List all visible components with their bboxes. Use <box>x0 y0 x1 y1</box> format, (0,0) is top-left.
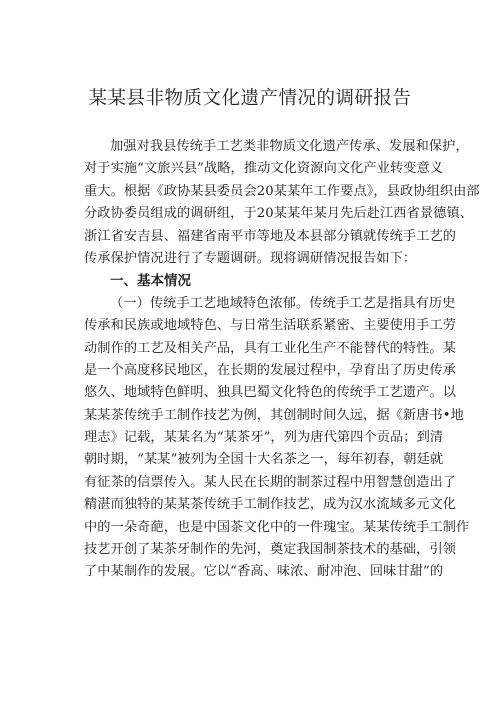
section-paragraph-line: 精湛而独特的某某茶传统手工制作技艺，成为汉水流域多元文化 <box>84 497 457 513</box>
report-body <box>84 136 480 584</box>
section-paragraph-line: 某某茶传统手工制作技艺为例，其创制时间久远，据《新唐书•地 <box>84 407 464 423</box>
section-paragraph-line: 中的一朵奇葩，也是中国茶文化中的一件瑰宝。某某传统手工制作 <box>84 519 470 535</box>
intro-paragraph-line: 传承保护情况进行了专题调研。现将调研情况报告如下： <box>84 250 417 266</box>
section-paragraph-line: （一）传统手工艺地域特色浓郁。传统手工艺是指具有历史 <box>110 295 456 311</box>
section-paragraph-line: 技艺开创了某茶牙制作的先河，奠定我国制茶技术的基础，引领 <box>84 542 457 558</box>
section-paragraph-line: 是一个高度移民地区，在长期的发展过程中，孕育出了历史传承 <box>84 362 457 378</box>
section-paragraph-line: 传承和民族或地域特色、与日常生活联系紧密、主要使用手工劳 <box>84 318 457 334</box>
intro-paragraph-line: 分政协委员组成的调研组，于20某某年某月先后赴江西省景德镇、 <box>84 206 474 222</box>
section-paragraph-line: 理志》记载，某某名为“某茶牙”，列为唐代第四个贡品；到清 <box>84 430 444 446</box>
intro-paragraph-line: 对于实施“文旅兴县”战略，推动文化资源向文化产业转变意义 <box>84 161 444 177</box>
intro-paragraph-line: 浙江省安吉县、福建省南平市等地及本县部分镇就传统手工艺的 <box>84 228 457 244</box>
section-paragraph-line: 动制作的工艺及相关产品，具有工业化生产不能替代的特性。某 <box>84 340 457 356</box>
intro-paragraph-line: 加强对我县传统手工艺类非物质文化遗产传承、发展和保护， <box>110 139 469 154</box>
intro-paragraph-line: 重大。根据《政协某县委员会20某某年工作要点》，县政协组织由部 <box>84 183 480 199</box>
section-paragraph-line: 悠久、地域特色鲜明、独具巴蜀文化特色的传统手工艺遗产。以 <box>84 385 457 401</box>
page-title: 某某县非物质文化遗产情况的调研报告 <box>88 88 412 109</box>
section-paragraph-line: 了中某制作的发展。它以“香高、味浓、耐冲泡、回味甘甜”的 <box>84 564 444 580</box>
section-paragraph-line: 有征茶的信票传入。某人民在长期的制茶过程中用智慧创造出了 <box>84 474 457 490</box>
section-heading: 一、基本情况 <box>110 273 191 290</box>
section-paragraph-line: 朝时期，“某某”被列为全国十大名茶之一，每年初春，朝廷就 <box>84 452 444 468</box>
